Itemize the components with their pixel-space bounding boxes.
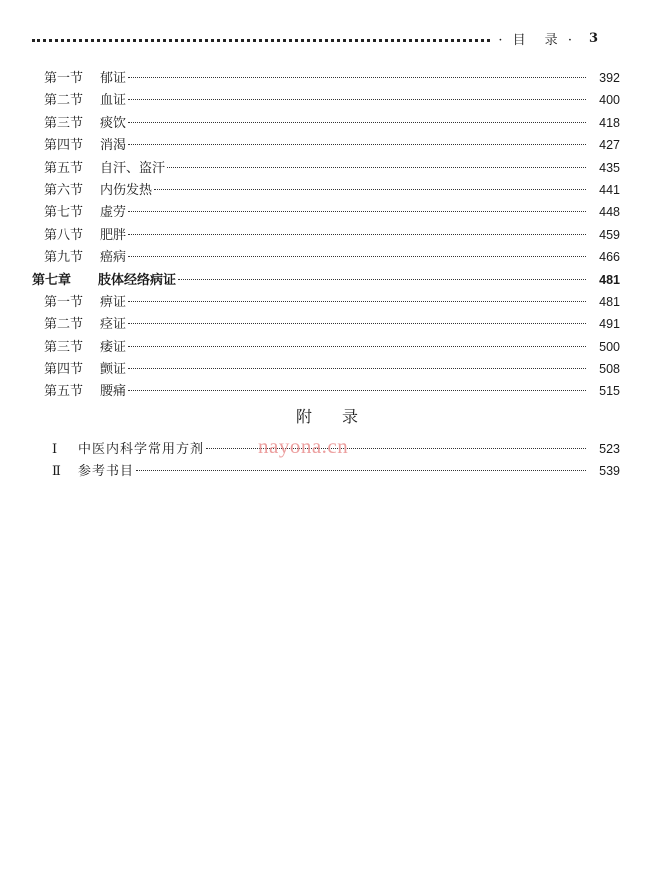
toc-entry-title: 肥胖 bbox=[100, 227, 127, 243]
toc-entry-title: 虚劳 bbox=[100, 205, 127, 221]
dot-leader bbox=[136, 470, 586, 471]
toc-entry[interactable] bbox=[44, 224, 620, 246]
toc-entry-title: 痉证 bbox=[100, 317, 127, 333]
appendix-entry-page: 523 bbox=[599, 442, 620, 456]
toc-entry-page: 441 bbox=[599, 182, 620, 197]
toc-entry[interactable] bbox=[44, 134, 620, 156]
dot-leader bbox=[128, 234, 586, 235]
dot-leader bbox=[128, 301, 586, 302]
toc-entry-label: 第三节 bbox=[44, 339, 84, 355]
toc-entry[interactable] bbox=[44, 67, 620, 89]
toc-entry[interactable] bbox=[44, 291, 620, 313]
toc-entry[interactable] bbox=[44, 246, 620, 268]
toc-entry-title: 痹证 bbox=[100, 294, 127, 310]
toc-entry[interactable] bbox=[44, 179, 620, 201]
toc-chapter-page: 481 bbox=[599, 272, 620, 287]
toc-chapter-entry[interactable] bbox=[32, 269, 620, 291]
toc-entry-label: 第二节 bbox=[44, 93, 84, 109]
toc-entry-page: 392 bbox=[599, 71, 620, 85]
toc-entry-page: 400 bbox=[599, 93, 620, 108]
toc-entry-title: 癌病 bbox=[100, 250, 127, 266]
table-of-contents bbox=[32, 67, 620, 403]
toc-entry-label: 第二节 bbox=[44, 317, 84, 333]
toc-entry-page: 459 bbox=[599, 227, 620, 242]
toc-entry-page: 427 bbox=[599, 138, 620, 153]
toc-entry-label: 第五节 bbox=[44, 384, 84, 400]
toc-entry-label: 第一节 bbox=[44, 71, 84, 86]
appendix-entry-label: Ⅱ bbox=[52, 464, 61, 480]
toc-entry-title: 内伤发热 bbox=[100, 182, 153, 198]
toc-entry-page: 508 bbox=[599, 362, 620, 377]
toc-entry-title: 颤证 bbox=[100, 362, 127, 378]
toc-chapter-label: 第七章 bbox=[32, 272, 72, 288]
dot-leader bbox=[128, 368, 586, 369]
toc-entry-page: 466 bbox=[599, 250, 620, 265]
toc-entry-label: 第三节 bbox=[44, 115, 84, 131]
toc-entry[interactable] bbox=[44, 112, 620, 134]
toc-entry[interactable] bbox=[44, 89, 620, 111]
toc-entry-page: 418 bbox=[599, 115, 620, 130]
dot-leader bbox=[128, 390, 586, 391]
toc-entry-label: 第八节 bbox=[44, 227, 84, 243]
toc-entry-page: 500 bbox=[599, 339, 620, 354]
toc-entry[interactable] bbox=[44, 157, 620, 179]
toc-entry-label: 第七节 bbox=[44, 205, 84, 221]
appendix-entry-page: 539 bbox=[599, 464, 620, 479]
toc-entry-title: 郁证 bbox=[100, 71, 127, 86]
toc-entry-title: 痿证 bbox=[100, 339, 127, 355]
header-dot-leader bbox=[32, 39, 490, 42]
dot-leader bbox=[167, 167, 586, 168]
toc-entry-page: 448 bbox=[599, 205, 620, 220]
toc-entry-label: 第一节 bbox=[44, 294, 84, 310]
dot-leader bbox=[128, 77, 586, 78]
toc-entry[interactable] bbox=[44, 201, 620, 223]
toc-entry-title: 血证 bbox=[100, 93, 127, 109]
dot-leader bbox=[178, 279, 586, 280]
toc-entry[interactable] bbox=[44, 313, 620, 335]
dot-leader bbox=[128, 323, 586, 324]
header-page-number: 3 bbox=[588, 30, 598, 46]
toc-entry-label: 第四节 bbox=[44, 138, 84, 154]
toc-entry-label: 第五节 bbox=[44, 160, 84, 176]
appendix-entry-title: 中医内科学常用方剂 bbox=[78, 442, 205, 457]
page-header bbox=[32, 28, 598, 48]
dot-leader bbox=[128, 256, 586, 257]
toc-entry-page: 481 bbox=[599, 294, 620, 309]
toc-entry-title: 痰饮 bbox=[100, 115, 127, 131]
appendix-entry-label: Ⅰ bbox=[52, 442, 58, 457]
watermark: nayona.cn bbox=[258, 434, 349, 458]
dot-leader bbox=[128, 99, 586, 100]
appendix-entry[interactable] bbox=[52, 460, 620, 482]
dot-leader bbox=[128, 211, 586, 212]
toc-entry-label: 第九节 bbox=[44, 250, 84, 266]
toc-entry-page: 515 bbox=[599, 384, 620, 399]
toc-entry-label: 第四节 bbox=[44, 362, 84, 378]
dot-leader bbox=[128, 122, 586, 123]
toc-entry-title: 腰痛 bbox=[100, 384, 127, 400]
dot-leader bbox=[128, 144, 586, 145]
toc-entry-page: 491 bbox=[599, 317, 620, 332]
toc-entry-label: 第六节 bbox=[44, 182, 84, 198]
toc-entry-title: 自汗、盗汗 bbox=[100, 160, 166, 176]
appendix-heading: 附录 bbox=[295, 407, 388, 426]
toc-entry[interactable] bbox=[44, 336, 620, 358]
toc-chapter-title: 肢体经络病证 bbox=[98, 272, 177, 288]
toc-entry[interactable] bbox=[44, 380, 620, 402]
toc-entry-page: 435 bbox=[599, 160, 620, 175]
dot-leader bbox=[154, 189, 586, 190]
appendix-entry-title: 参考书目 bbox=[78, 464, 135, 480]
toc-entry-title: 消渴 bbox=[100, 138, 127, 154]
header-section-title: · 目 录 · bbox=[498, 32, 575, 48]
dot-leader bbox=[128, 346, 586, 347]
toc-entry[interactable] bbox=[44, 358, 620, 380]
